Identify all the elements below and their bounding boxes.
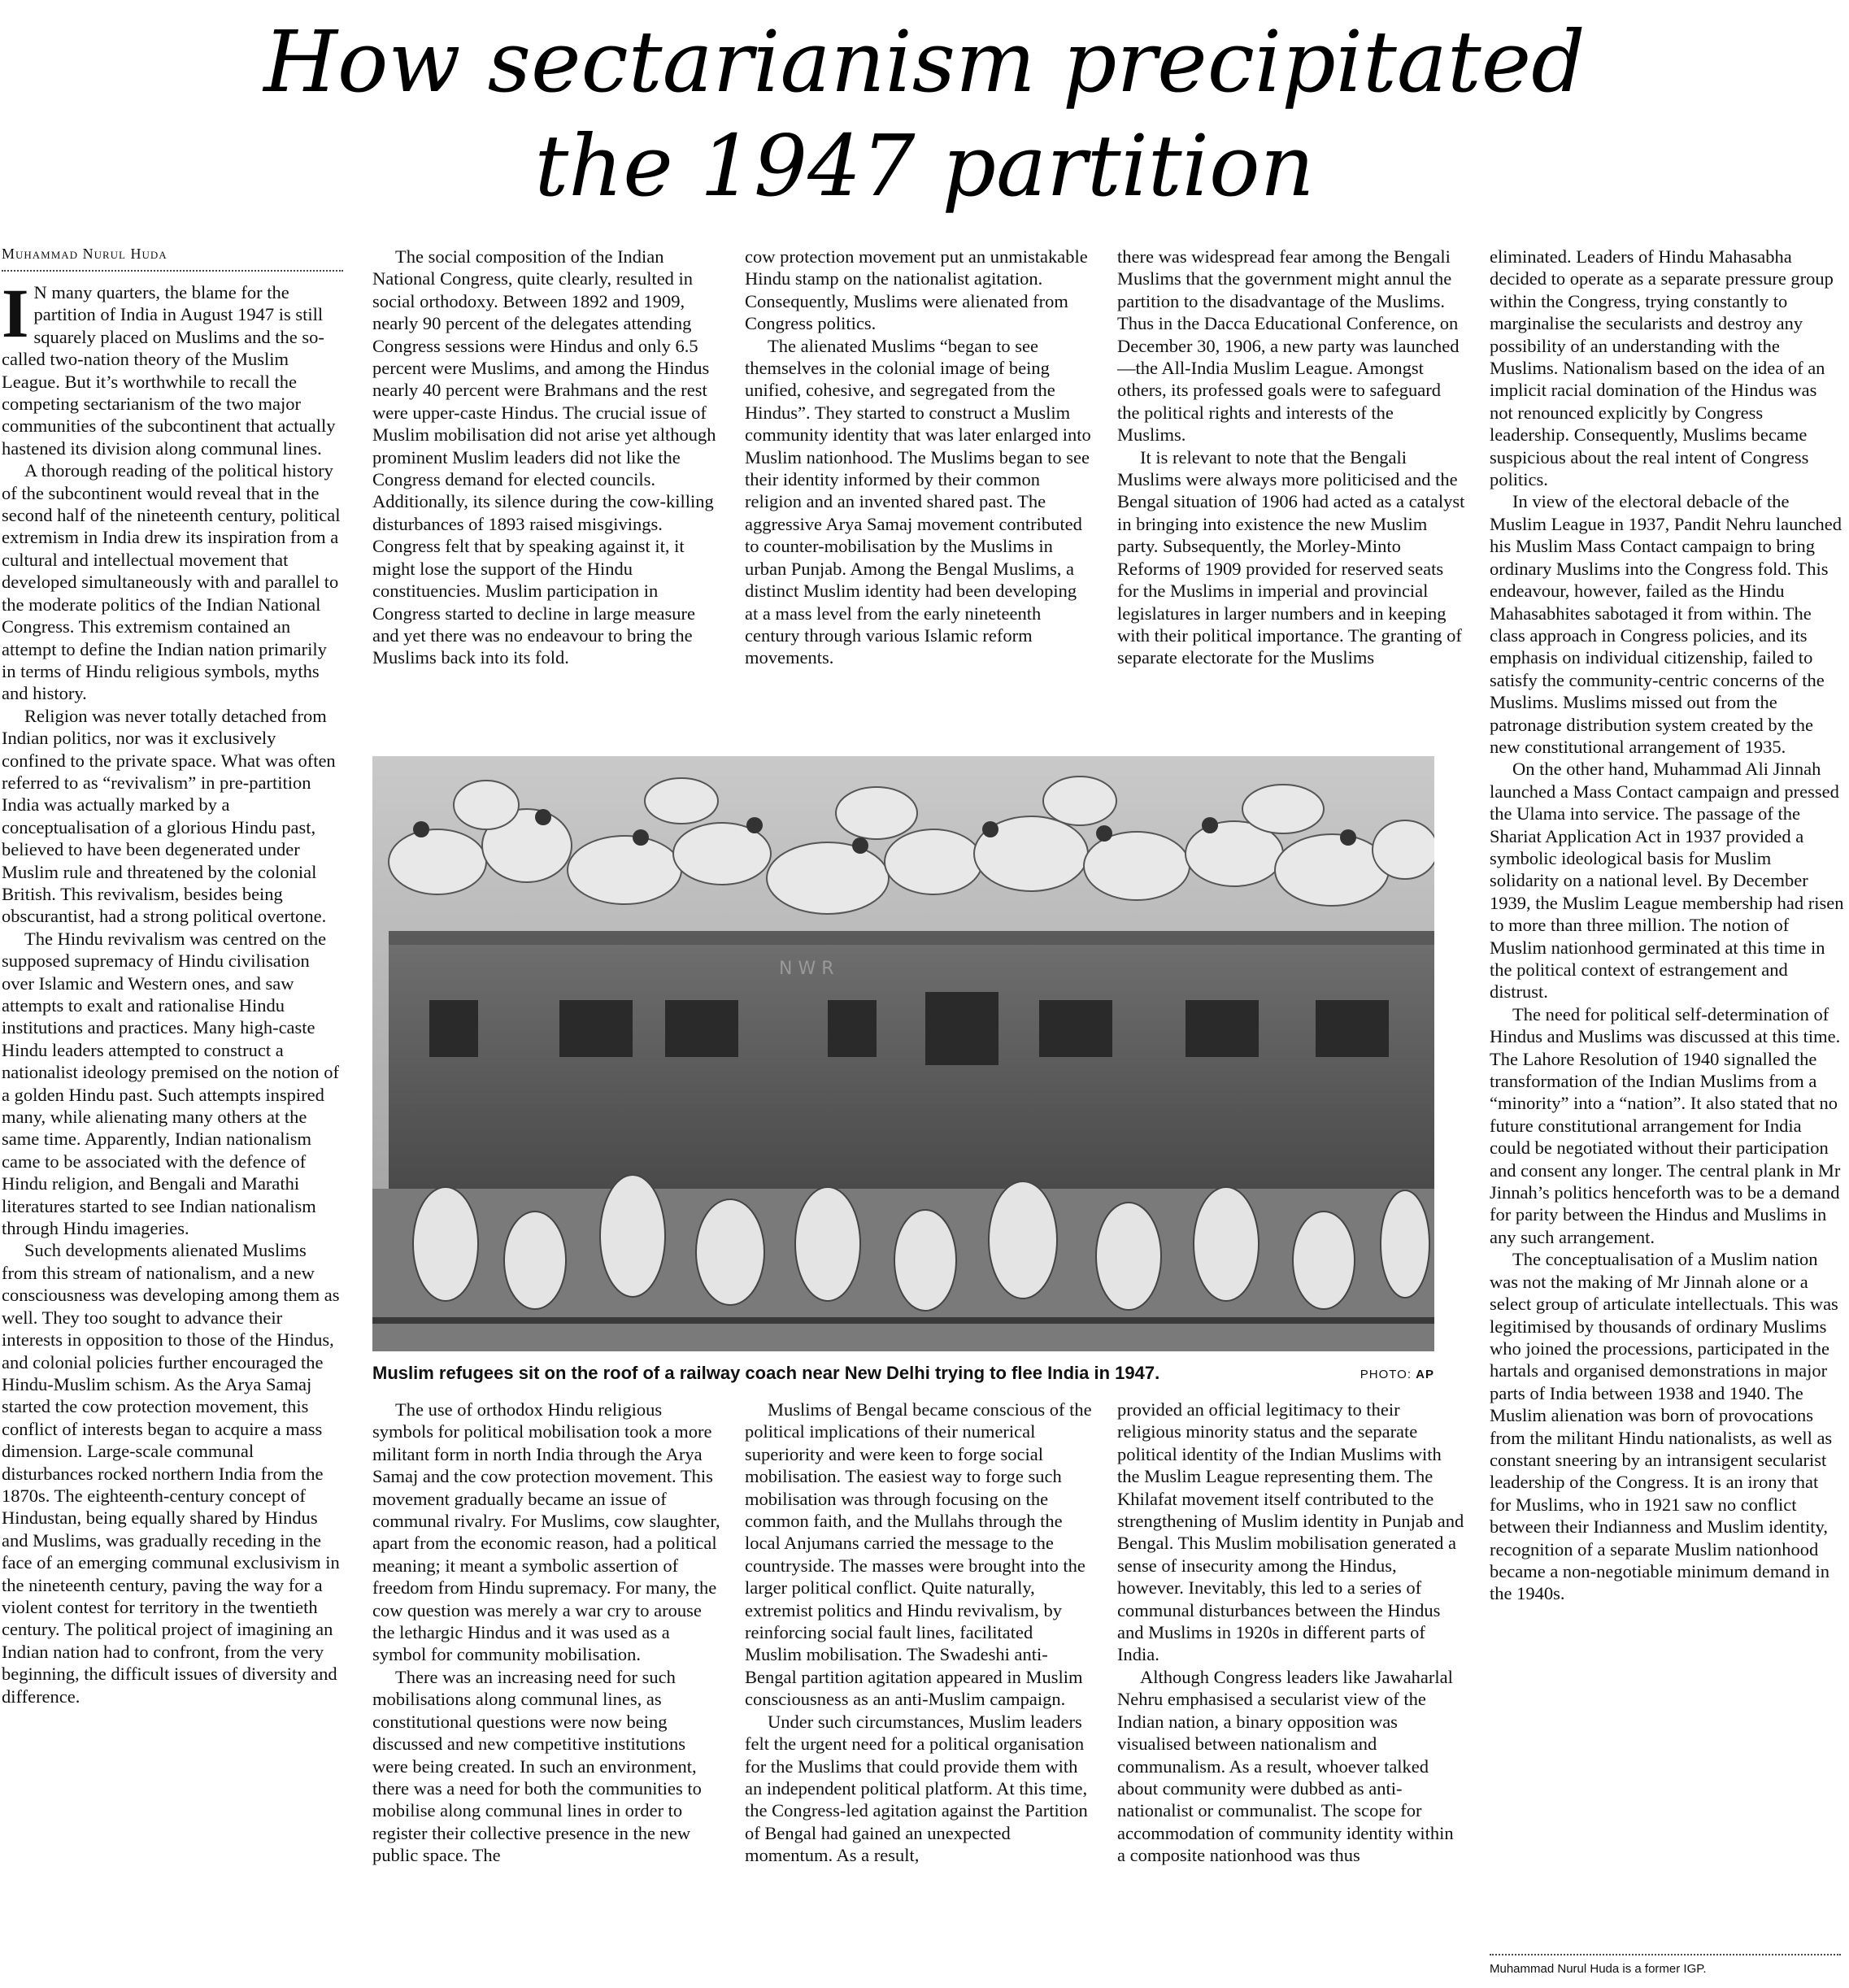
photo-caption [372,1359,1434,1389]
article-paragraph: Although Congress leaders like Jawaharlal Nehru emphasised a secularist view of the Indian nation, a binary opposition was visualised between nationalism and communalism. As a result, whoever talked about community were dubbed as anti-nationalist or communalist. The scope for accommodation of community identity within a composite nationhood was thus [1117,1666,1454,1866]
article-paragraph: The social composition of the Indian National Congress, quite clearly, resulted in social orthodoxy. Between 1892 and 1909, nearly 90 percent of the delegates attending Congress sessions were Hindus and only 6.5 percent were Muslims, and among the Hindus nearly 40 percent were Brahmans and the rest were upper-caste Hindus. The crucial issue of Muslim mobilisation did not arise yet although prominent Muslim leaders did not like the Congress demand for elected councils. Additionally, its silence during the cow-killing disturbances of 1893 raised misgivings. Congress felt that by speaking against it, it might lose the support of the Hindu constituencies. Muslim participation in Congress started to decline in large measure and yet there was no endeavour to bring the Muslims back into its fold. [372,246,716,668]
article-paragraph: The Hindu revivalism was centred on the supposed supremacy of Hindu civilisation over Islamic and Western ones, and saw attempts to exalt and rationalise Hindu institutions and practices. Many high-caste Hindu leaders attempted to construct a nationalist ideology premised on the notion of a golden Hindu past. Such attempts inspired many, while alienating many others at the same time. Apparently, Indian nationalism came to be associated with the defence of Hindu religion, and Bengali and Marathi literatures started to see Indian nationalism through Hindu imageries. [2,928,339,1239]
photo-credit-source: AP [1416,1368,1434,1381]
column-2-top [372,246,720,743]
article-paragraph: Under such circumstances, Muslim leaders felt the urgent need for a political organisation for the Muslims that could provide them with an independent political platform. At this time, the Congress-led agitation against the Partition of Bengal had gained an unexpected momentum. As a result, [745,1711,1088,1866]
article-paragraph: there was widespread fear among the Bengali Muslims that the government might annul the partition to the disadvantage of the Muslims. Thus in the Dacca Educational Conference, on December 30, 1906, a new party was launched—the All-India Muslim League. Amongst others, its professed goals were to safeguard the political rights and interests of the Muslims. [1117,246,1460,446]
article-paragraph: Religion was never totally detached from Indian politics, nor was it exclusively confined to the private space. What was often referred to as “revivalism” in pre-partition India was actually marked by a conceptualisation of a glorious Hindu past, believed to have been degenerated under Muslim rule and threatened by the colonial British. This revivalism, besides being obscurantist, had a strong political overtone. [2,705,336,927]
author-footnote: Muhammad Nurul Huda is a former IGP. [1490,1954,1841,1978]
article-paragraph: Muslims of Bengal became conscious of the political implications of their numerical superiority and were keen to forge social mobilisation. The easiest way to forge such mobilisation was through focusing on the common faith, and the Mullahs through the local Anjumans carried the message to the countryside. The masses were brought into the larger political conflict. Quite naturally, extremist politics and Hindu revivalism, by reinforcing social fault lines, facilitated Muslim mobilisation. The Swadeshi anti-Bengal partition agitation appeared in Muslim consciousness as an anti-Muslim campaign. [745,1399,1092,1710]
column-5 [1490,246,1844,1950]
column-3-bottom [745,1399,1093,1986]
headline [0,10,1849,218]
column-4-top [1117,246,1465,743]
article-paragraph: On the other hand, Muhammad Ali Jinnah launched a Mass Contact campaign and pressed the Ulama into service. The passage of the Shariat Application Act in 1937 provided a symbolic ideological basis for Muslim solidarity on a national level. By December 1939, the Muslim League membership had risen to more than three million. The notion of Muslim nationhood germinated at this time in the political context of estrangement and distrust. [1490,759,1844,1003]
column-4-bottom [1117,1399,1465,1986]
article-paragraph: The use of orthodox Hindu religious symbols for political mobilisation took a more militant form in north India through the Arya Samaj and the cow protection movement. This movement gradually became an issue of communal rivalry. For Muslims, cow slaughter, apart from the economic reason, had a political meaning; it meant a symbolic assertion of freedom from Hindu supremacy. For many, the cow question was merely a war cry to arouse the lethargic Hindus and it was used as a symbol for community mobilisation. [372,1399,720,1665]
column-1 [2,244,343,1984]
article-paragraph: The alienated Muslims “began to see themselves in the colonial image of being unified, cohesive, and segregated from the Hindus”. They started to construct a Muslim community identity that was later enlarged into Muslim nationhood. The Muslims began to see their identity informed by their common religion and an invented shared past. The aggressive Arya Samaj movement contributed to counter-mobilisation by the Muslims in urban Punjab. Among the Bengal Muslims, a distinct Muslim identity had been developing at a mass level from the early nineteenth century through various Islamic reform movements. [745,335,1091,668]
article-paragraph: The need for political self-determination of Hindus and Muslims was discussed at this time. The Lahore Resolution of 1940 signalled the transformation of the Indian Muslims from a “minority” into a “nation”. It also stated that no future constitutional arrangement for India could be negotiated without their participation and consent any longer. The central plank in Mr Jinnah’s politics henceforth was to be a demand for parity between the Hindus and Muslims in any such arrangement. [1490,1003,1841,1247]
article-paragraph: cow protection movement put an unmistakable Hindu stamp on the nationalist agitation. Consequently, Muslims were alienated from Congress politics. [745,246,1088,334]
headline-line-1: How sectarianism precipitated [263,12,1586,111]
article-paragraph: There was an increasing need for such mobilisations along communal lines, as constitutional questions were now being discussed and new competitive institutions were being created. In such an environment, there was a need for both the communities to mobilise along communal lines in order to register their collective presence in the new public space. The [372,1666,702,1866]
drop-cap: I [2,274,29,352]
headline-line-2: the 1947 partition [534,116,1315,215]
article-paragraph: eliminated. Leaders of Hindu Mahasabha decided to operate as a separate pressure group within the Congress, trying constantly to marginalise the secularists and destroy any possibility of an understanding with the Muslims. Nationalism based on the idea of an implicit racial domination of the Hindus was not renounced explicitly by Congress leadership. Consequently, Muslims became suspicious about the real intent of Congress politics. [1490,246,1834,490]
photo-credit: PHOTO: AP [1360,1368,1434,1381]
article-paragraph: I N many quarters, the blame for the partition of India in August 1947 is still squarely placed on Muslims and the so-called two-nation theory of the Muslim League. But it’s worthwhile to recall the competing sectarianism of the two major communities of the subcontinent that actually hastened its division along communal lines. [2,274,336,459]
column-2-bottom [372,1399,720,1986]
byline: Muhammad Nurul Huda [2,244,343,272]
article-paragraph: It is relevant to note that the Bengali Muslims were always more politicised and the Bengal situation of 1906 had acted as a catalyst in bringing into existence the new Muslim party. Subsequently, the Morley-Minto Reforms of 1909 provided for reserved seats for the Muslims in imperial and provincial legislatures in larger numbers and in keeping with their political importance. The granting of separate electorate for the Muslims [1117,446,1465,668]
article-paragraph: In view of the electoral debacle of the Muslim League in 1937, Pandit Nehru launched his Muslim Mass Contact campaign to bring ordinary Muslims into the Congress fold. This endeavour, however, failed as the Hindu Mahasabhites sabotaged it from within. The class approach in Congress policies, and its emphasis on individual citizenship, failed to satisfy the community-centric concerns of the Muslims. Muslims missed out from the patronage distribution system created by the new constitutional arrangement of 1935. [1490,491,1842,757]
refugee-train-photo [372,756,1434,1351]
column-3-top [745,246,1093,743]
caption-text: Muslim refugees sit on the roof of a railway coach near New Delhi trying to flee India in 1947. [372,1363,1160,1383]
article-paragraph: A thorough reading of the political history of the subcontinent would reveal that in the second half of the nineteenth century, political extremism in India drew its inspiration from a cultural and intellectual movement that developed simultaneously with and parallel to the moderate politics of the Indian National Congress. This extremism contained an attempt to define the Indian nation primarily in terms of Hindu religious symbols, myths and history. [2,460,341,704]
svg-text:N W R: N W R [779,959,834,979]
article-paragraph: The conceptualisation of a Muslim nation was not the making of Mr Jinnah alone or a select group of articulate intellectuals. This was legitimised by thousands of ordinary Muslims who joined the processions, participated in the hartals and organised demonstrations in major parts of India between 1938 and 1940. The Muslim alienation was born of provocations from the militant Hindu nationalists, as well as constant sneering by an intransigent secularist leadership of the Congress. It is an irony that for Muslims, who in 1921 saw no conflict between their Indianness and Muslim identity, recognition of a separate Muslim nationhood became a non-negotiable minimum demand in the 1940s. [1490,1249,1838,1604]
article-paragraph: Such developments alienated Muslims from this stream of nationalism, and a new consciousness was developing among them as well. They too sought to advance their interests in opposition to those of the Hindus, and colonial policies further encouraged the Hindu-Muslim schism. As the Arya Samaj started the cow protection movement, this conflict of interests began to acquire a mass dimension. Large-scale communal disturbances rocked northern India from the 1870s. The eighteenth-century concept of Hindustan, being equally shared by Hindus and Muslims, was gradually receding in the face of an emerging communal exclusivism in the nineteenth century, paving the way for a violent contest for territory in the twentieth century. The political project of imagining an Indian nation had to confront, from the very beginning, the difficult issues of diversity and difference. [2,1240,340,1707]
article-paragraph: provided an official legitimacy to their religious minority status and the separate political identity of the Indian Muslims with the Muslim League representing them. The Khilafat movement itself contributed to the strengthening of Muslim identity in Punjab and Bengal. This Muslim mobilisation generated a sense of insecurity among the Hindus, however. Inevitably, this led to a series of communal disturbances between the Hindus and Muslims in 1920s in different parts of India. [1117,1399,1464,1665]
